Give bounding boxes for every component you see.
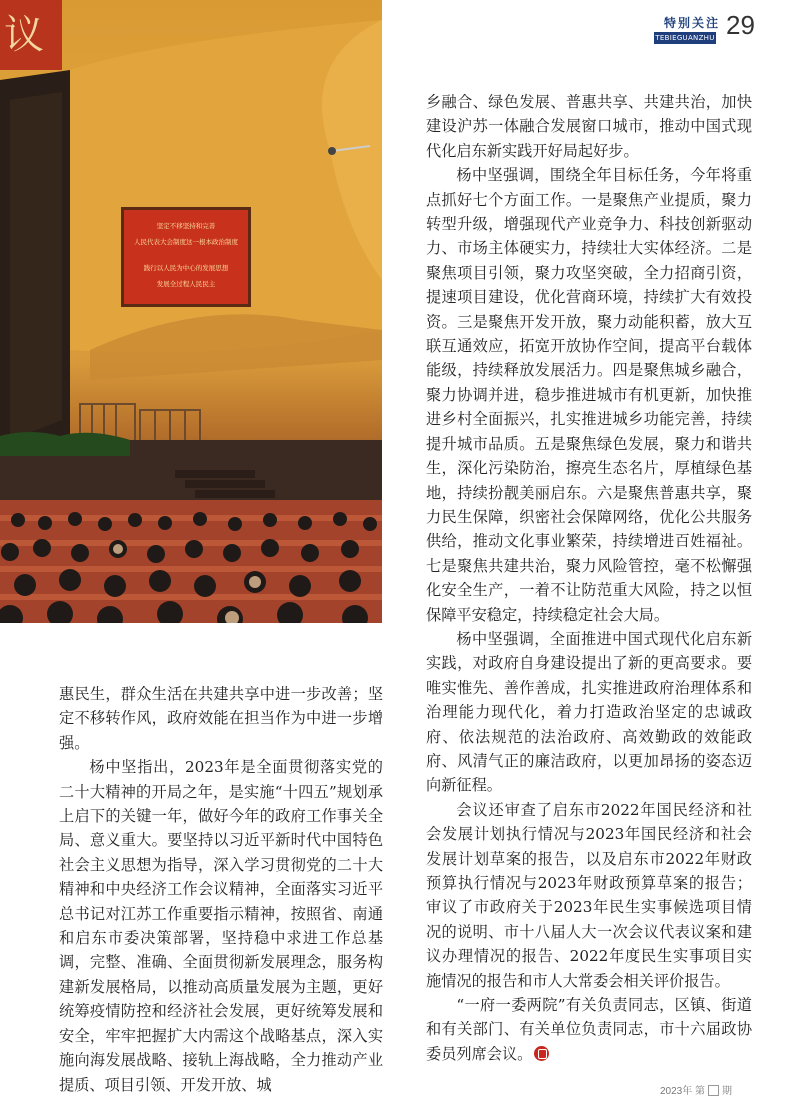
- paragraph-final: [426, 993, 752, 1066]
- screen-line-4: 发展全过程人民民主: [156, 280, 216, 288]
- wall-character: 议: [4, 12, 44, 58]
- paragraph: 乡融合、绿色发展、普惠共享、共建共治，加快建设沪苏一体融合发展窗口城市，推动中国式现代化启东新实践开好局起好步。: [426, 93, 752, 160]
- issue-number-box: [708, 1085, 719, 1096]
- screen-line-3: 践行以人民为中心的发展思想: [143, 264, 229, 272]
- footer-period: 期: [722, 1086, 733, 1097]
- column-header: [640, 8, 800, 48]
- right-text-column: [426, 90, 752, 1066]
- screen-line-1: 坚定不移坚持和完善: [156, 222, 216, 230]
- conference-photo-illustration: [0, 0, 382, 623]
- stage-plants: [0, 432, 130, 456]
- page-footer: [660, 1082, 732, 1097]
- page-number: 29: [726, 10, 755, 40]
- paragraph-final-text: “一府一委两院”有关负责同志，区镇、街道和有关部门、有关单位负责同志，市十六届政协委员列席会议。: [426, 996, 752, 1063]
- conference-photo: [0, 0, 382, 623]
- camera-icon: [328, 147, 336, 155]
- column-band: TEBIEGUANZHU: [655, 34, 715, 42]
- end-mark-icon: [534, 1046, 549, 1061]
- footer-year: 2023年 第: [660, 1086, 706, 1097]
- left-text-column: [59, 682, 383, 1097]
- paragraph: 杨中坚指出，2023年是全面贯彻落实党的二十大精神的开局之年，是实施“十四五”规划承上启下的关键一年，做好今年的政府工作事关全局、意义重大。要坚持以习近平新时代中国特色社会主义思想为指导，深入学习贯彻党的二十大精神和中央经济工作会议精神，全面落实习近平总书记对江苏工作重要指示精神，按照省、南通和启东市委决策部署，坚持稳中求进工作总基调，完整、准确、全面贯彻新发展理念，服务构建新发展格局，以推动高质量发展为主题，更好统筹疫情防控和经济社会发展，更好统筹发展和安全，牢牢把握扩大内需这个战略基点，深入实施向海发展战略、接轨上海战略，全力推动产业提质、项目引领、开发开放、城: [59, 758, 383, 1094]
- screen-line-2: 人民代表大会制度这一根本政治制度: [134, 238, 238, 246]
- paragraph: 惠民生，群众生活在共建共享中进一步改善；坚定不移转作风，政府效能在担当作为中进一步增强。: [59, 685, 383, 752]
- paragraph: 会议还审查了启东市2022年国民经济和社会发展计划执行情况与2023年国民经济和社会发展计划草案的报告，以及启东市2022年财政预算执行情况与2023年财政预算草案的报告；审议了市政府关于2023年民生实事候选项目情况的说明、市十八届人大一次会议代表议案和建议办理情况的报告、2022年度民生实事项目实施情况的报告和市人大常委会相关评价报告。: [426, 800, 752, 990]
- paragraph: 杨中坚强调，全面推进中国式现代化启东新实践，对政府自身建设提出了新的更高要求。要唯实惟先、善作善成，扎实推进政府治理体系和治理能力现代化，着力打造政治坚定的忠诚政府、依法规范的法治政府、高效勤政的效能政府、风清气正的廉洁政府，以更加昂扬的姿态迈向新征程。: [426, 629, 752, 795]
- column-title: 特别关注: [664, 16, 721, 30]
- paragraph: 杨中坚强调，围绕全年目标任务，今年将重点抓好七个方面工作。一是聚焦产业提质，聚力转型升级，增强现代产业竞争力、科技创新驱动力、市场主体硬实力，持续壮大实体经济。二是聚焦项目引领，聚力攻坚突破，全力招商引资，提速项目建设，优化营商环境，持续扩大有效投资。三是聚焦开发开放，聚力动能积蓄，放大互联互通效应，拓宽开放协作空间，提高平台载体能级，持续释放发展活力。四是聚焦城乡融合，聚力协调并进，稳步推进城市有机更新，加快推进乡村全面振兴，扎实推进城乡功能完善，持续提升城市品质。五是聚焦绿色发展，聚力和谐共生，深化污染防治，擦亮生态名片，厚植绿色基地，持续扮靓美丽启东。六是聚焦普惠共享，聚力民生保障，织密社会保障网络，优化公共服务供给，推动文化事业繁荣，持续增进百姓福祉。七是聚焦共建共治，聚力风险管控，毫不松懈强化安全生产，一着不让防范重大风险，持之以恒保障平安稳定，持续稳定社会大局。: [426, 166, 752, 624]
